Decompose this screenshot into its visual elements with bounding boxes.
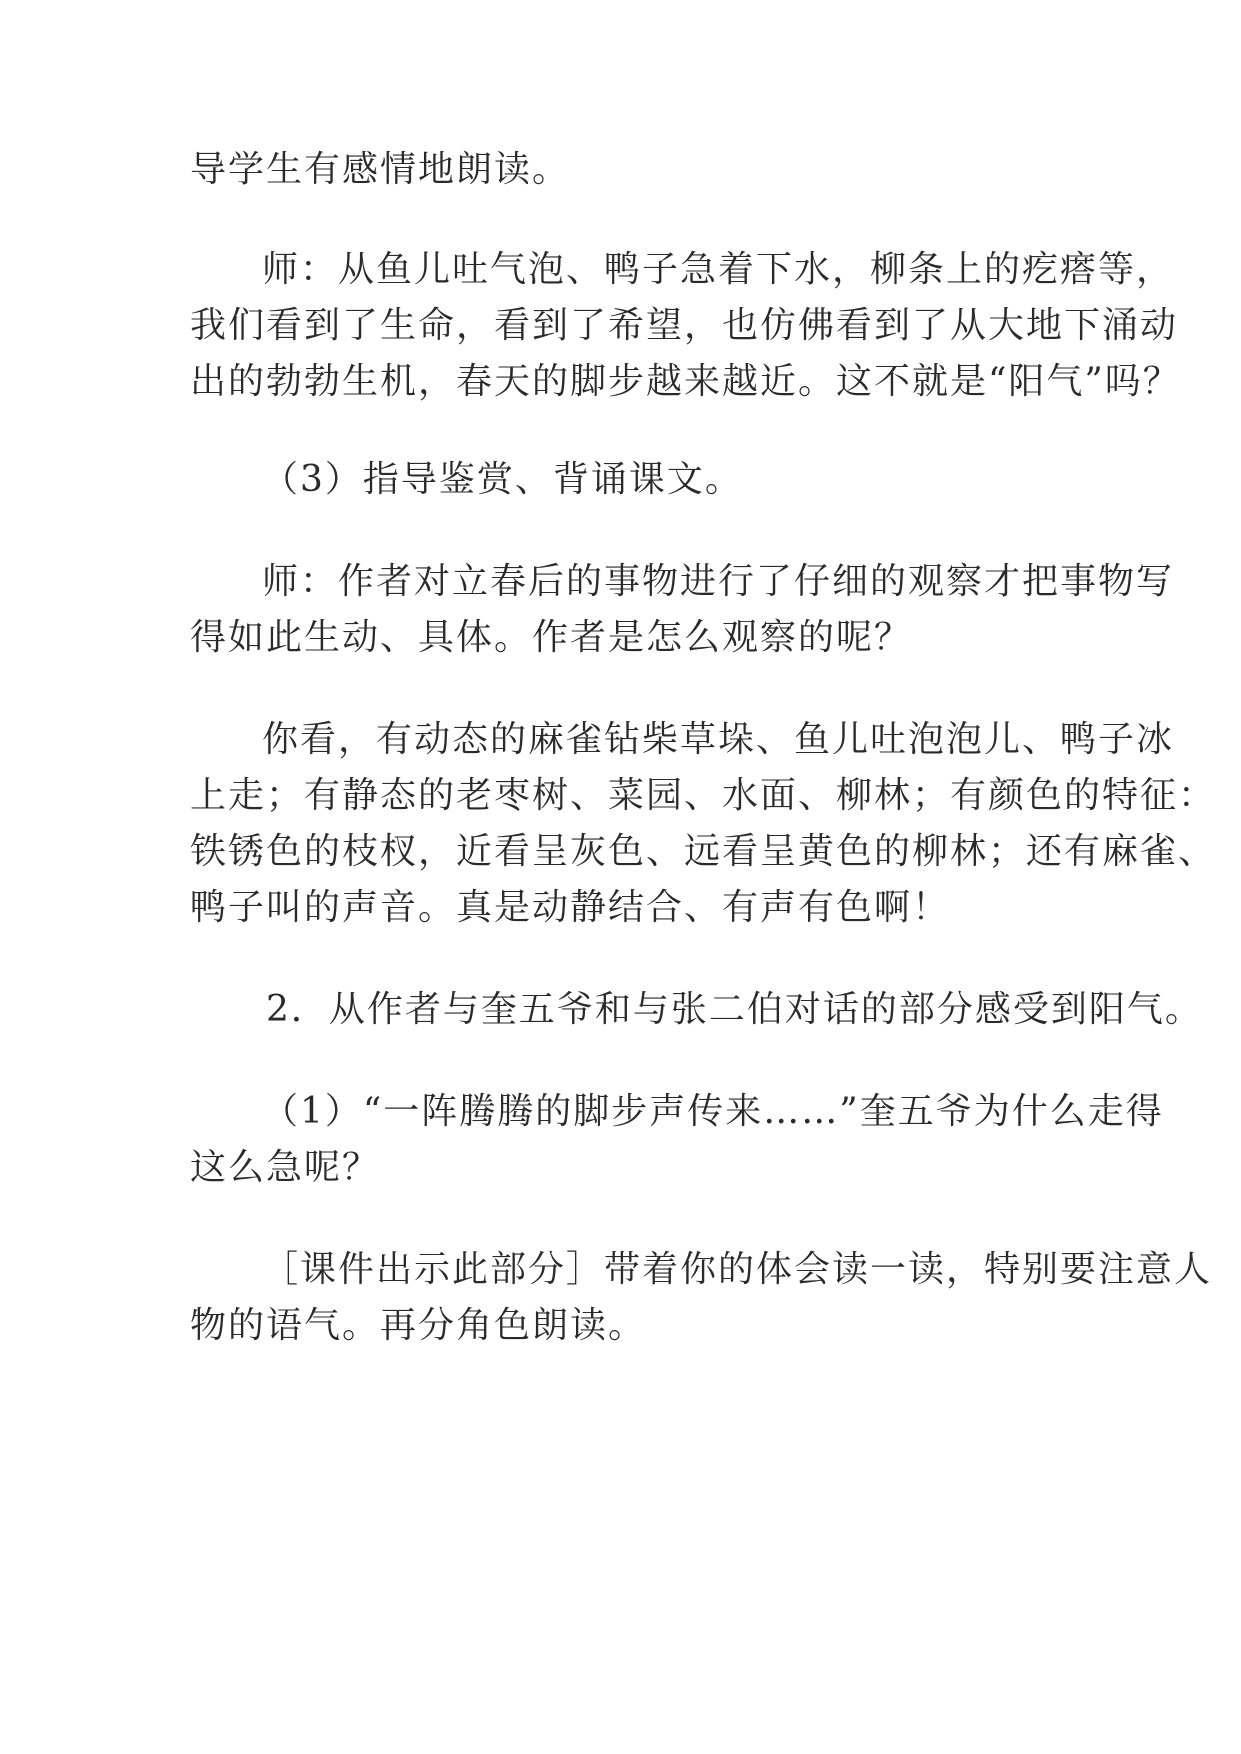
paragraph-line: 导学生有感情地朗读。 [190, 149, 571, 190]
paragraph-line: 我们看到了生命，看到了希望，也仿佛看到了从大地下涌动 [190, 305, 1179, 346]
paragraph-line: 铁锈色的枝杈，近看呈灰色、远看呈黄色的柳林；还有麻雀、 [190, 831, 1217, 872]
paragraph-line: 鸭子叫的声音。真是动静结合、有声有色啊！ [190, 887, 951, 928]
paragraph-line: （1）“一阵腾腾的脚步声传来……”奎五爷为什么走得 [262, 1091, 1164, 1132]
paragraph-line: ［课件出示此部分］带着你的体会读一读，特别要注意人 [262, 1249, 1213, 1290]
paragraph-line: 2．从作者与奎五爷和与张二伯对话的部分感受到阳气。 [266, 989, 1203, 1030]
paragraph-line: 物的语气。再分角色朗读。 [190, 1305, 647, 1346]
paragraph-line: 师：作者对立春后的事物进行了仔细的观察才把事物写 [262, 561, 1175, 602]
paragraph-line: 上走；有静态的老枣树、菜园、水面、柳林；有颜色的特征： [190, 775, 1217, 816]
paragraph-line: 师：从鱼儿吐气泡、鸭子急着下水，柳条上的疙瘩等， [262, 249, 1175, 290]
paragraph-line: （3）指导鉴赏、背诵课文。 [262, 459, 743, 500]
paragraph-line: 得如此生动、具体。作者是怎么观察的呢？ [190, 617, 913, 658]
paragraph-line: 出的勃勃生机，春天的脚步越来越近。这不就是“阳气”吗？ [190, 361, 1181, 402]
paragraph-line: 你看，有动态的麻雀钻柴草垛、鱼儿吐泡泡儿、鸭子冰 [262, 719, 1175, 760]
paragraph-line: 这么急呢？ [190, 1147, 381, 1188]
